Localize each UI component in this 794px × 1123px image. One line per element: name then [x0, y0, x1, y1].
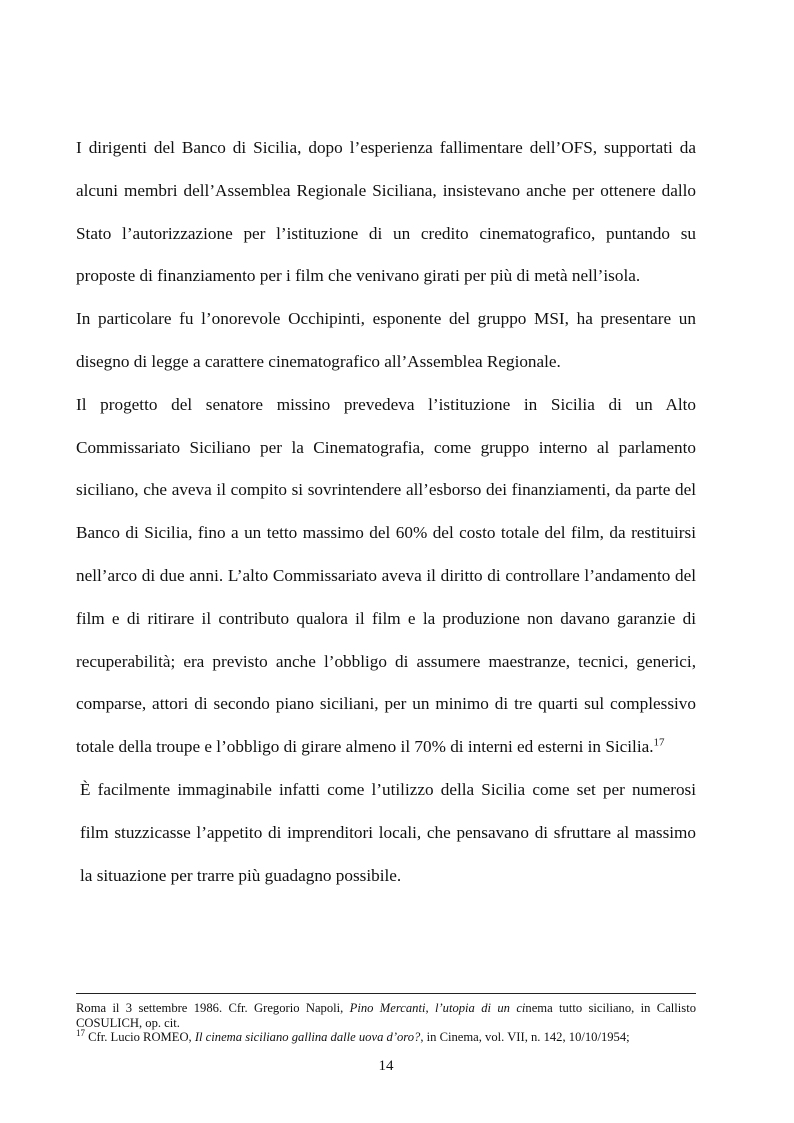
paragraph-banco-sicilia: I dirigenti del Banco di Sicilia, dopo l’esperienza fallimentare dell’OFS, supportati da alcuni membri dell’Assemblea Regionale Siciliana, insistevano anche per ottenere dallo Stato l’autorizzazione per l’istituzione di un credito cinematografico, puntando su proposte di finanziamento per i film che venivano girati per più di metà nell’isola.: [76, 138, 696, 286]
footnote-continuation-tail: nema tutto siciliano, in Callisto COSULICH, op. cit.: [76, 1001, 696, 1030]
paragraph-progetto: [76, 384, 696, 769]
page-number: 14: [378, 1058, 394, 1074]
footnote-17: [76, 1030, 696, 1045]
footnote-continuation: [76, 1001, 696, 1030]
footnote-17-title: Il cinema siciliano gallina dalle uova d’oro?: [194, 1030, 421, 1045]
footnote-17-tail: , in Cinema, vol. VII, n. 142, 10/10/1954;: [420, 1030, 630, 1045]
footnote-reference-17[interactable]: 17: [653, 736, 665, 749]
paragraph-conclusione: È facilmente immaginabile infatti come l’utilizzo della Sicilia come set per numerosi film stuzzicasse l’appetito di imprenditori locali, che pensavano di sfruttare al massimo la situazione per trarre più guadagno possibile.: [80, 779, 696, 885]
footnote-continuation-title: Pino Mercanti, l’utopia di un ci: [349, 1001, 526, 1015]
paragraph-progetto-text: Il progetto del senatore missino prevedeva l’istituzione in Sicilia di un Alto Commissariato Siciliano per la Cinematografia, come gruppo interno al parlamento siciliano, che aveva il compito si sovrintendere all’esborso dei finanziamenti, da parte del Banco di Sicilia, fino a un tetto massimo del 60% del costo totale del film, da restituirsi nell’arco di due anni. L’alto Commissariato aveva il diritto di controllare l’andamento del film e di ritirare il contributo qualora il film e la produzione non davano garanzie di recuperabilità; era previsto anche l’obbligo di assumere maestranze, tecnici, generici, comparse, attori di secondo piano siciliani, per un minimo di tre quarti sul complessivo totale della troupe e l’obbligo di girare almeno il 70% di interni ed esterni in Sicilia.: [76, 394, 696, 757]
paragraph-occhipinti: In particolare fu l’onorevole Occhipinti, esponente del gruppo MSI, ha presentare un disegno di legge a carattere cinematografico all’Assemblea Regionale.: [76, 309, 696, 371]
footnote-17-lead: Cfr. Lucio ROMEO,: [85, 1030, 195, 1045]
body-text: [76, 127, 696, 897]
footnote-17-number: 17: [76, 1028, 85, 1038]
footnote-continuation-lead: Roma il 3 settembre 1986. Cfr. Gregorio Napoli,: [76, 1001, 350, 1015]
footnotes: [76, 1001, 696, 1045]
footnote-separator: [76, 993, 696, 994]
